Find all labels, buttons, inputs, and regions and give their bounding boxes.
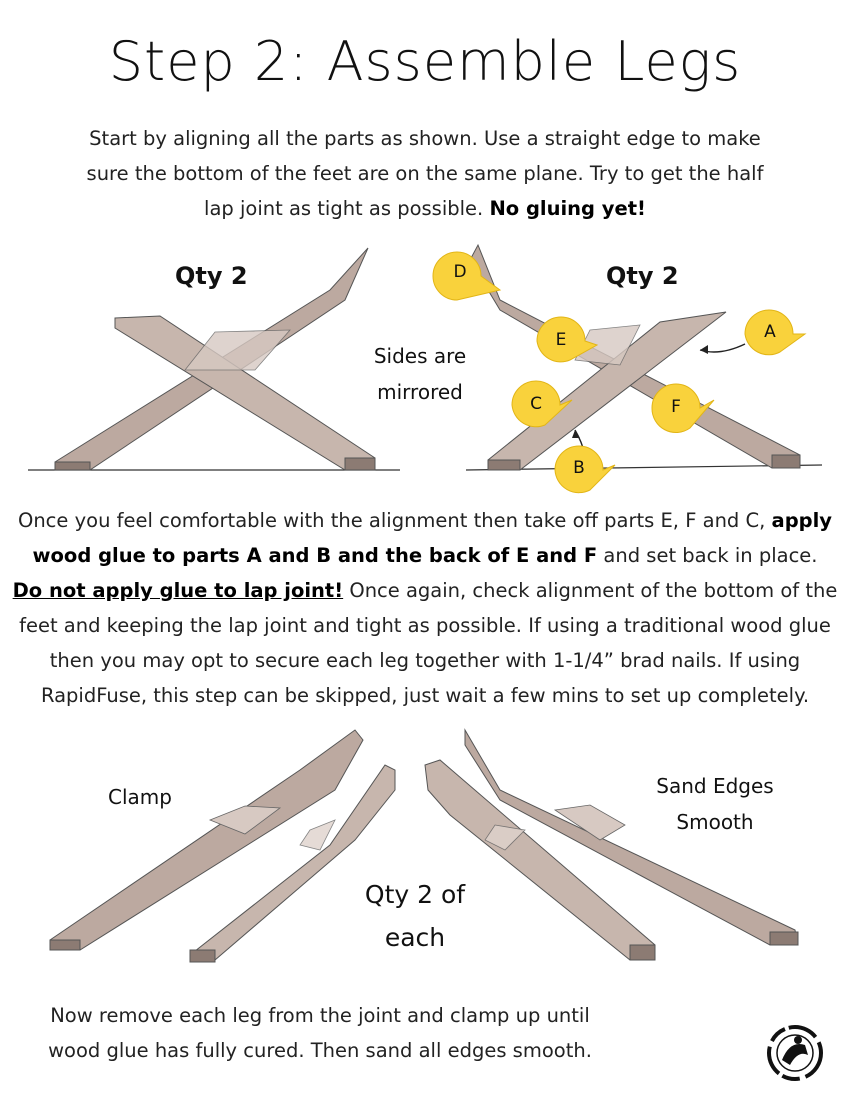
intro-line-2: sure the bottom of the feet are on the same plane. Try to get the half — [86, 162, 764, 185]
glue-line-2 — [10, 538, 840, 573]
lap-joint-warning: Do not apply glue to lap joint! — [12, 579, 344, 602]
callout-e-label: E — [555, 330, 567, 350]
callout-b-label: B — [573, 458, 585, 478]
outro-line-1: Now remove each leg from the joint and clamp up until — [50, 1004, 590, 1027]
mirrored-note — [360, 338, 480, 410]
qty-each-line-2: each — [384, 923, 446, 952]
glue-line-4: feet and keeping the lap joint and tight as possible. If using a traditional wood glue — [19, 614, 831, 637]
no-gluing-warning: No gluing yet! — [489, 197, 646, 220]
glue-line-3-text: Once again, check alignment of the bottom of the — [343, 579, 838, 602]
qty-left-label: Qty 2 — [175, 262, 248, 290]
mirrored-line-1: Sides are — [373, 344, 467, 368]
glue-line-2-text: and set back in place. — [597, 544, 818, 567]
glue-line-1-bold: apply — [771, 509, 833, 532]
mirrored-line-2: mirrored — [377, 380, 463, 404]
callout-d-label: D — [453, 262, 467, 282]
page-title: Step 2: Assemble Legs — [108, 30, 742, 93]
outro-paragraph — [30, 998, 610, 1068]
intro-line-3-text: lap joint as tight as possible. — [204, 197, 490, 220]
outro-line-2: wood glue has fully cured. Then sand all edges smooth. — [48, 1039, 592, 1062]
glue-line-3 — [10, 573, 840, 608]
glue-line-1-text: Once you feel comfortable with the alignment then take off parts E, F and C, — [17, 509, 772, 532]
sand-line-2: Smooth — [676, 810, 754, 834]
sand-line-1: Sand Edges — [656, 774, 774, 798]
glue-line-5: then you may opt to secure each leg together with 1-1/4” brad nails. If using — [49, 649, 801, 672]
callout-c-label: C — [530, 394, 542, 414]
sand-label — [640, 768, 790, 840]
callout-a-label: A — [764, 322, 776, 342]
qty-each-label — [340, 873, 490, 959]
qty-right-label: Qty 2 — [606, 262, 679, 290]
intro-line-1: Start by aligning all the parts as shown. Use a straight edge to make — [89, 127, 761, 150]
glue-instructions — [10, 503, 840, 713]
woodworker-logo-icon — [769, 1027, 821, 1079]
clamp-label: Clamp — [108, 785, 172, 809]
callout-f-label: F — [671, 397, 681, 417]
glue-line-1 — [10, 503, 840, 538]
qty-each-line-1: Qty 2 of — [364, 880, 466, 909]
glue-line-2-bold: wood glue to parts A and B and the back of E and F — [32, 544, 598, 567]
glue-line-6: RapidFuse, this step can be skipped, just wait a few mins to set up completely. — [40, 684, 810, 707]
